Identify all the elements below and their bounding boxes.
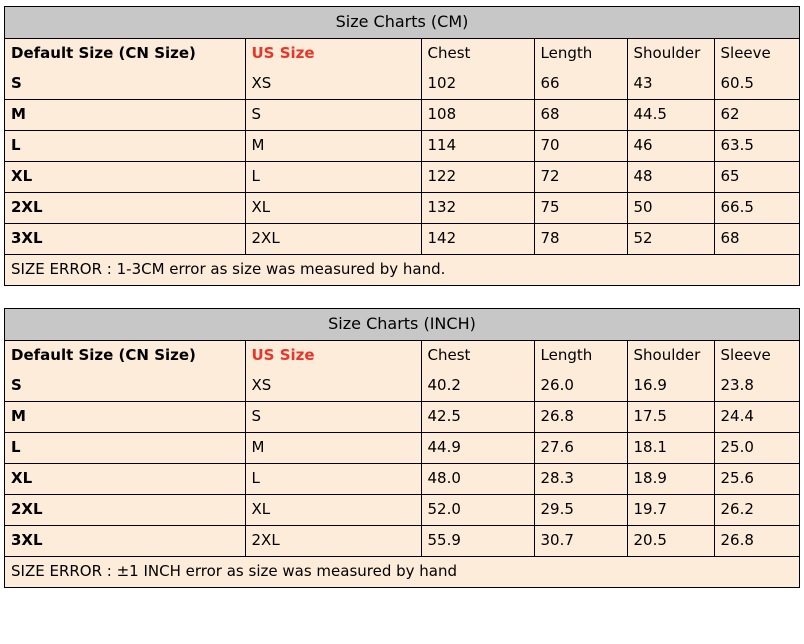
cell-shoulder: 43 [627, 69, 714, 100]
cell-sleeve: 24.4 [714, 402, 799, 433]
cell-sleeve: 25.0 [714, 433, 799, 464]
column-header-shoulder: Shoulder [627, 341, 714, 371]
size-table-cm [5, 39, 799, 285]
cell-sleeve: 66.5 [714, 193, 799, 224]
cell-chest: 55.9 [421, 526, 534, 557]
cell-shoulder: 17.5 [627, 402, 714, 433]
cell-length: 70 [534, 131, 627, 162]
size-table-inch [5, 341, 799, 587]
cell-us-size: XL [245, 495, 421, 526]
column-header-chest: Chest [421, 39, 534, 69]
cell-default-size: M [5, 402, 245, 433]
cell-length: 27.6 [534, 433, 627, 464]
table-row [5, 371, 799, 402]
cell-sleeve: 65 [714, 162, 799, 193]
table-note-row [5, 255, 799, 286]
column-header-sleeve: Sleeve [714, 341, 799, 371]
cell-sleeve: 68 [714, 224, 799, 255]
cell-length: 68 [534, 100, 627, 131]
cell-shoulder: 18.1 [627, 433, 714, 464]
table-row [5, 433, 799, 464]
cell-length: 75 [534, 193, 627, 224]
cell-shoulder: 52 [627, 224, 714, 255]
cell-sleeve: 25.6 [714, 464, 799, 495]
column-header-shoulder: Shoulder [627, 39, 714, 69]
cell-chest: 132 [421, 193, 534, 224]
table-row [5, 464, 799, 495]
cell-shoulder: 46 [627, 131, 714, 162]
cell-chest: 108 [421, 100, 534, 131]
cell-default-size: M [5, 100, 245, 131]
column-header-default-size: Default Size (CN Size) [5, 39, 245, 69]
table-row [5, 131, 799, 162]
cell-shoulder: 50 [627, 193, 714, 224]
table-row [5, 495, 799, 526]
cell-us-size: L [245, 464, 421, 495]
cell-shoulder: 20.5 [627, 526, 714, 557]
cell-chest: 102 [421, 69, 534, 100]
column-header-us-size: US Size [245, 39, 421, 69]
cell-default-size: 3XL [5, 224, 245, 255]
cell-default-size: XL [5, 162, 245, 193]
cell-default-size: L [5, 433, 245, 464]
cell-sleeve: 26.8 [714, 526, 799, 557]
cell-default-size: 2XL [5, 495, 245, 526]
chart-title-cm: Size Charts (CM) [5, 7, 799, 39]
table-header-cm [5, 39, 799, 69]
cell-us-size: 2XL [245, 526, 421, 557]
column-header-default-size: Default Size (CN Size) [5, 341, 245, 371]
cell-us-size: M [245, 433, 421, 464]
cell-length: 26.0 [534, 371, 627, 402]
cell-default-size: 3XL [5, 526, 245, 557]
cell-us-size: XS [245, 69, 421, 100]
table-row [5, 526, 799, 557]
cell-length: 66 [534, 69, 627, 100]
size-error-note: SIZE ERROR : 1-3CM error as size was measured by hand. [5, 255, 799, 286]
table-row [5, 224, 799, 255]
cell-shoulder: 18.9 [627, 464, 714, 495]
chart-title-inch: Size Charts (INCH) [5, 309, 799, 341]
cell-sleeve: 60.5 [714, 69, 799, 100]
cell-us-size: 2XL [245, 224, 421, 255]
cell-chest: 48.0 [421, 464, 534, 495]
column-header-us-size: US Size [245, 341, 421, 371]
cell-default-size: S [5, 69, 245, 100]
cell-chest: 40.2 [421, 371, 534, 402]
cell-chest: 42.5 [421, 402, 534, 433]
cell-chest: 114 [421, 131, 534, 162]
cell-default-size: L [5, 131, 245, 162]
table-row [5, 100, 799, 131]
cell-chest: 44.9 [421, 433, 534, 464]
cell-us-size: XS [245, 371, 421, 402]
cell-sleeve: 26.2 [714, 495, 799, 526]
cell-chest: 52.0 [421, 495, 534, 526]
cell-us-size: L [245, 162, 421, 193]
cell-us-size: S [245, 402, 421, 433]
cell-us-size: XL [245, 193, 421, 224]
size-chart-inch [4, 308, 800, 588]
table-header-row [5, 341, 799, 371]
column-header-length: Length [534, 341, 627, 371]
table-row [5, 402, 799, 433]
cell-sleeve: 62 [714, 100, 799, 131]
cell-chest: 122 [421, 162, 534, 193]
column-header-sleeve: Sleeve [714, 39, 799, 69]
column-header-chest: Chest [421, 341, 534, 371]
table-note-row [5, 557, 799, 588]
table-row [5, 162, 799, 193]
size-chart-cm [4, 6, 800, 286]
size-error-note: SIZE ERROR : ±1 INCH error as size was measured by hand [5, 557, 799, 588]
table-header-inch [5, 341, 799, 371]
cell-length: 26.8 [534, 402, 627, 433]
cell-length: 29.5 [534, 495, 627, 526]
cell-length: 30.7 [534, 526, 627, 557]
cell-shoulder: 48 [627, 162, 714, 193]
cell-length: 72 [534, 162, 627, 193]
cell-sleeve: 63.5 [714, 131, 799, 162]
table-row [5, 193, 799, 224]
table-header-row [5, 39, 799, 69]
cell-shoulder: 19.7 [627, 495, 714, 526]
cell-default-size: S [5, 371, 245, 402]
cell-default-size: 2XL [5, 193, 245, 224]
table-body-inch [5, 371, 799, 587]
column-header-length: Length [534, 39, 627, 69]
cell-shoulder: 44.5 [627, 100, 714, 131]
cell-default-size: XL [5, 464, 245, 495]
cell-length: 78 [534, 224, 627, 255]
table-row [5, 69, 799, 100]
cell-chest: 142 [421, 224, 534, 255]
cell-shoulder: 16.9 [627, 371, 714, 402]
table-body-cm [5, 69, 799, 285]
cell-us-size: S [245, 100, 421, 131]
cell-length: 28.3 [534, 464, 627, 495]
cell-us-size: M [245, 131, 421, 162]
cell-sleeve: 23.8 [714, 371, 799, 402]
